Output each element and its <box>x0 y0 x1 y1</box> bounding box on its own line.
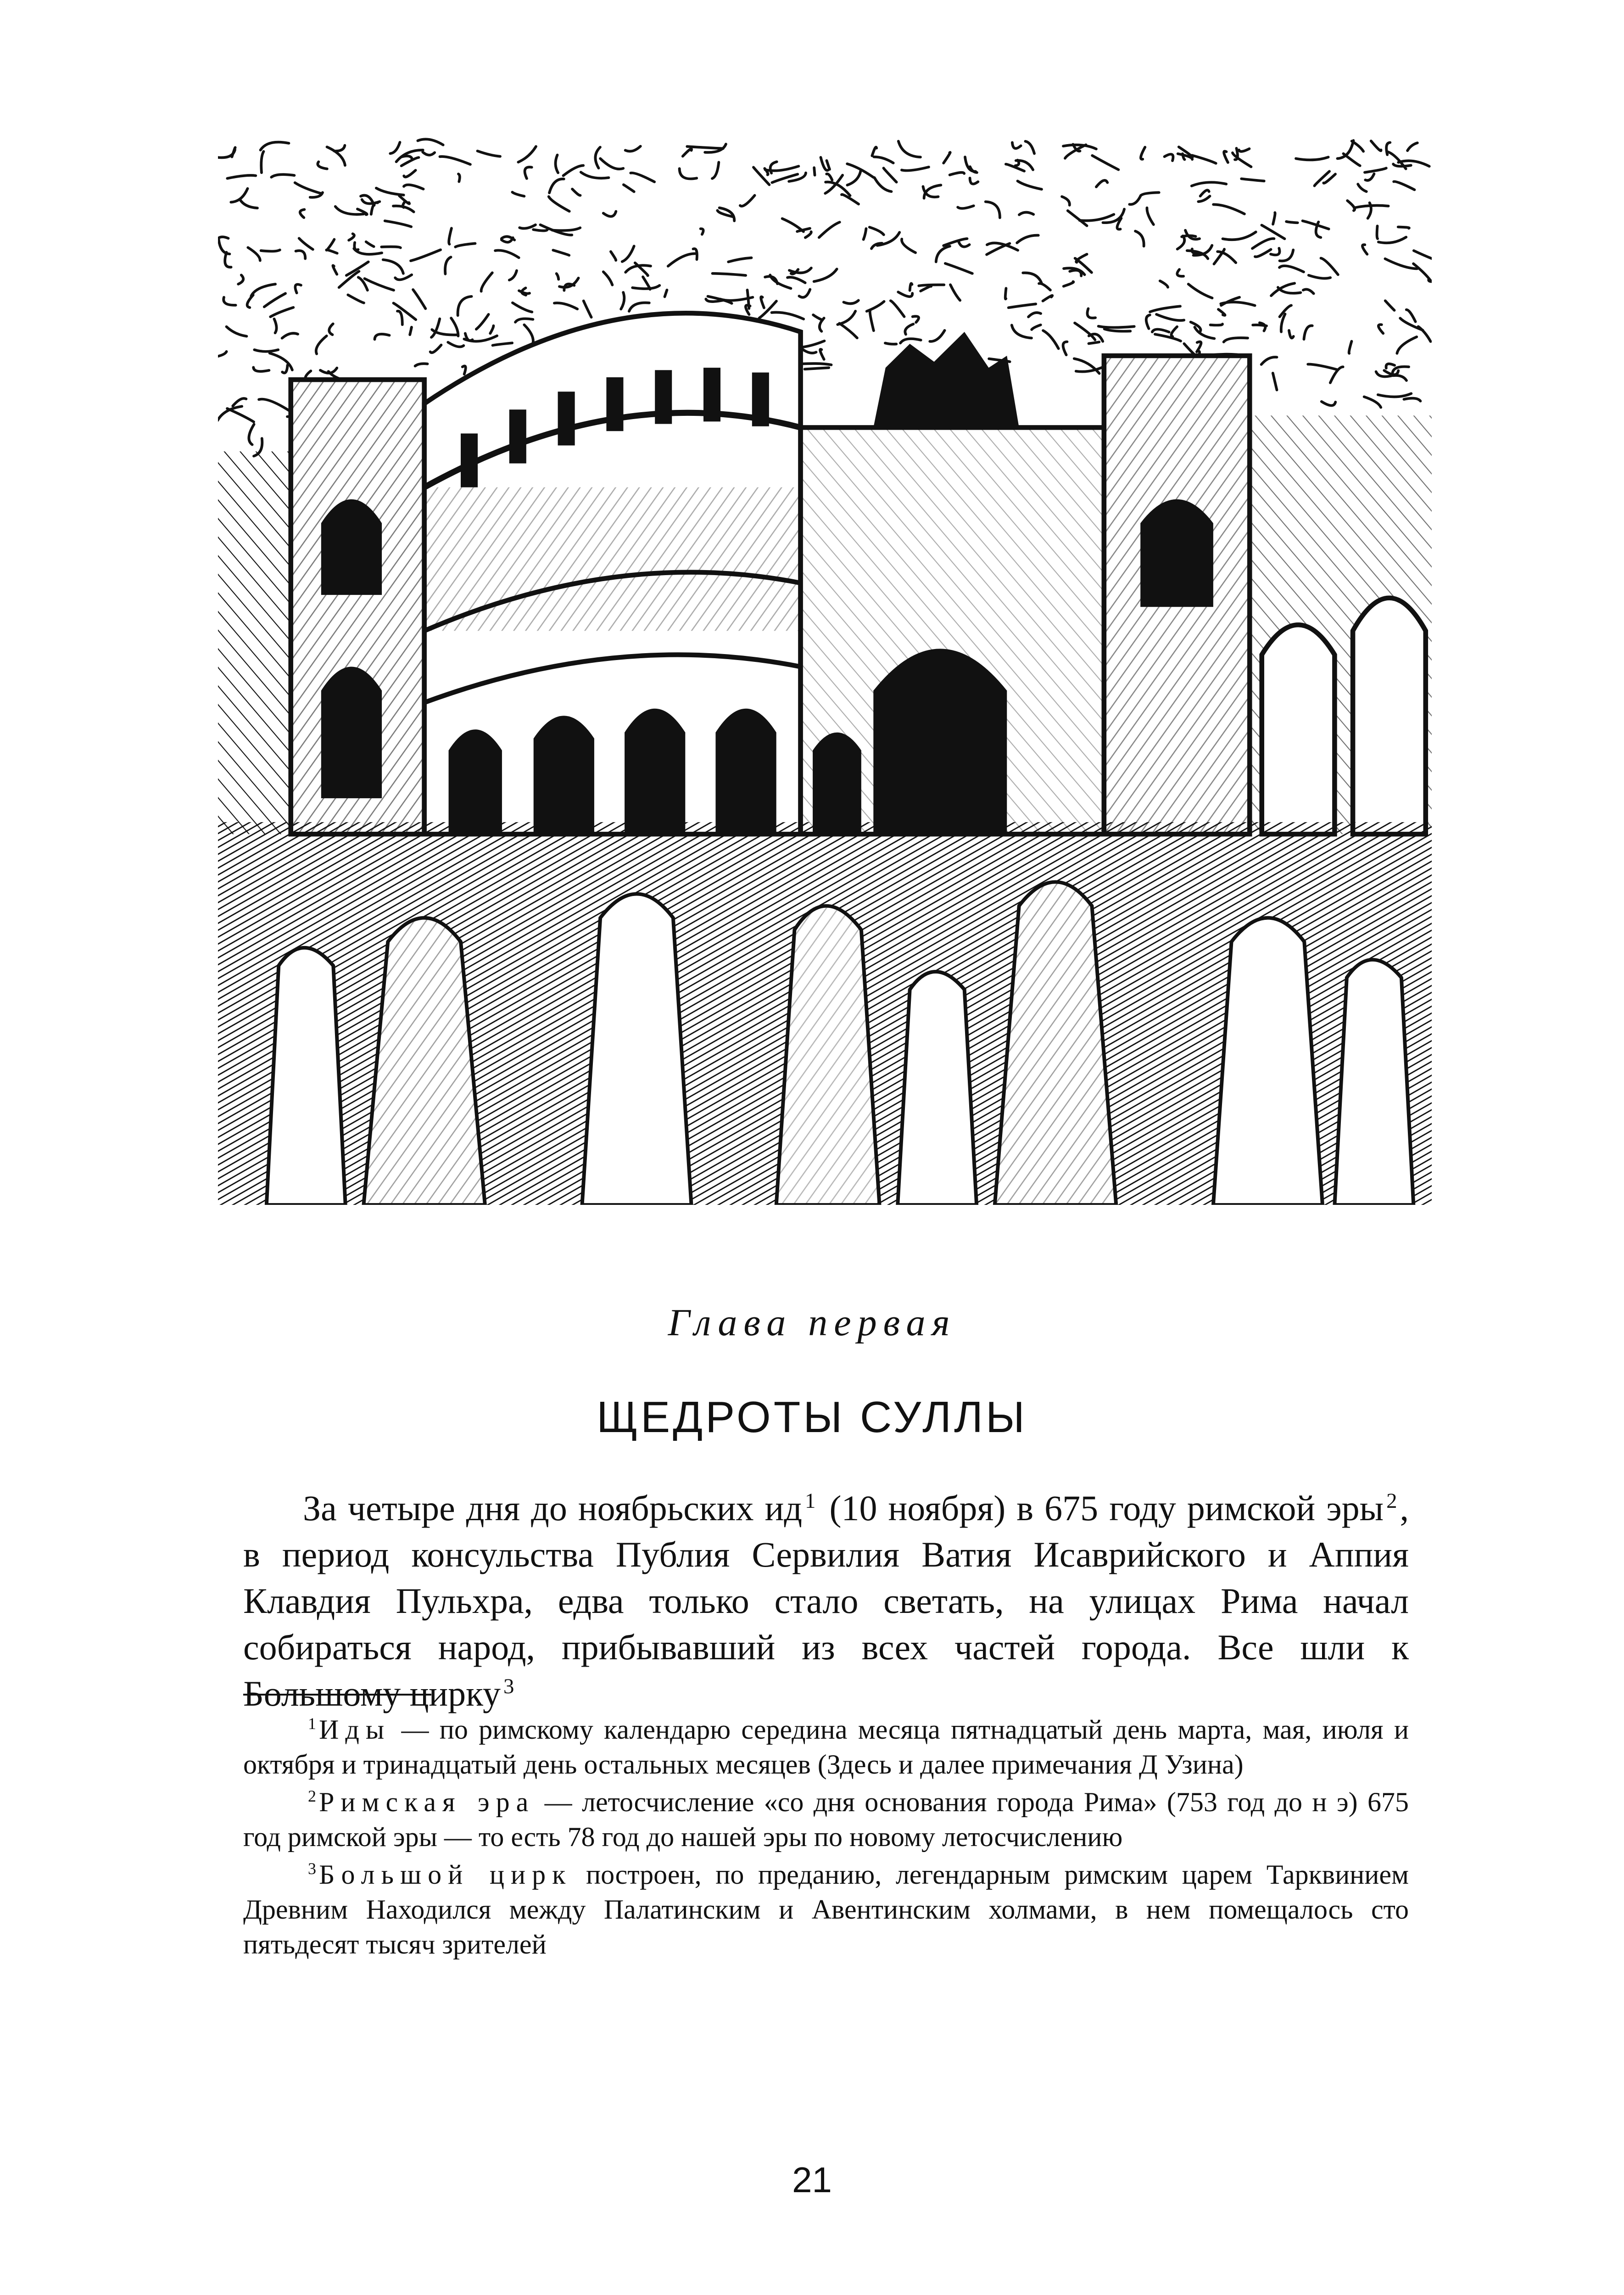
footnote <box>243 1712 1409 1782</box>
footnote-number: 3 <box>308 1859 316 1878</box>
page-number: 21 <box>792 2160 832 2200</box>
footnote-ref[interactable]: 3 <box>503 1674 514 1698</box>
footnote-term: Римская эра <box>319 1787 535 1817</box>
chapter-label: Глава первая <box>668 1301 956 1344</box>
footnote-ref[interactable]: 2 <box>1386 1489 1397 1513</box>
footnote-text: — летосчисление «со дня основания города Рима» (753 год до н э) 675 год римской эры — то есть 78 год до нашей эры по новому летосчислению <box>243 1787 1409 1852</box>
body-text: , в период консульства Публия Сервилия Ватия Исаврийского и Аппия Клавдия Пульхра, едва только стало светать, на улицах Рима начал собираться народ, прибывавший из всех частей города. Все шли к Большому цирку <box>243 1488 1409 1713</box>
footnote-text: — по римскому календарю середина месяца пятнадцатый день марта, мая, июля и октября и тринадцатый день остальных месяцев (Здесь и далее примечания Д Узина) <box>243 1714 1409 1780</box>
footnote-divider <box>243 1694 431 1696</box>
main-paragraph <box>243 1485 1409 1717</box>
footnote-number: 2 <box>308 1787 316 1805</box>
footnote-number: 1 <box>308 1714 316 1733</box>
footnotes <box>243 1712 1409 1965</box>
footnote-text: построен, по преданию, легендарным римским царем Тарквинием Древним Находился между Палатинским и Авентинским холмами, в нем помещалось сто пятьдесят тысяч зрителей <box>243 1859 1409 1959</box>
body-text: За четыре дня до ноябрьских ид <box>303 1488 803 1528</box>
footnote-term: Иды <box>319 1714 391 1745</box>
chapter-illustration <box>218 129 1432 1205</box>
footnote <box>243 1785 1409 1854</box>
footnote <box>243 1857 1409 1962</box>
footnote-term: Большой цирк <box>319 1859 572 1890</box>
chapter-title: ЩЕДРОТЫ СУЛЛЫ <box>597 1393 1027 1442</box>
body-text: (10 ноября) в 675 году римской эры <box>818 1488 1384 1528</box>
footnote-ref[interactable]: 1 <box>805 1489 816 1513</box>
